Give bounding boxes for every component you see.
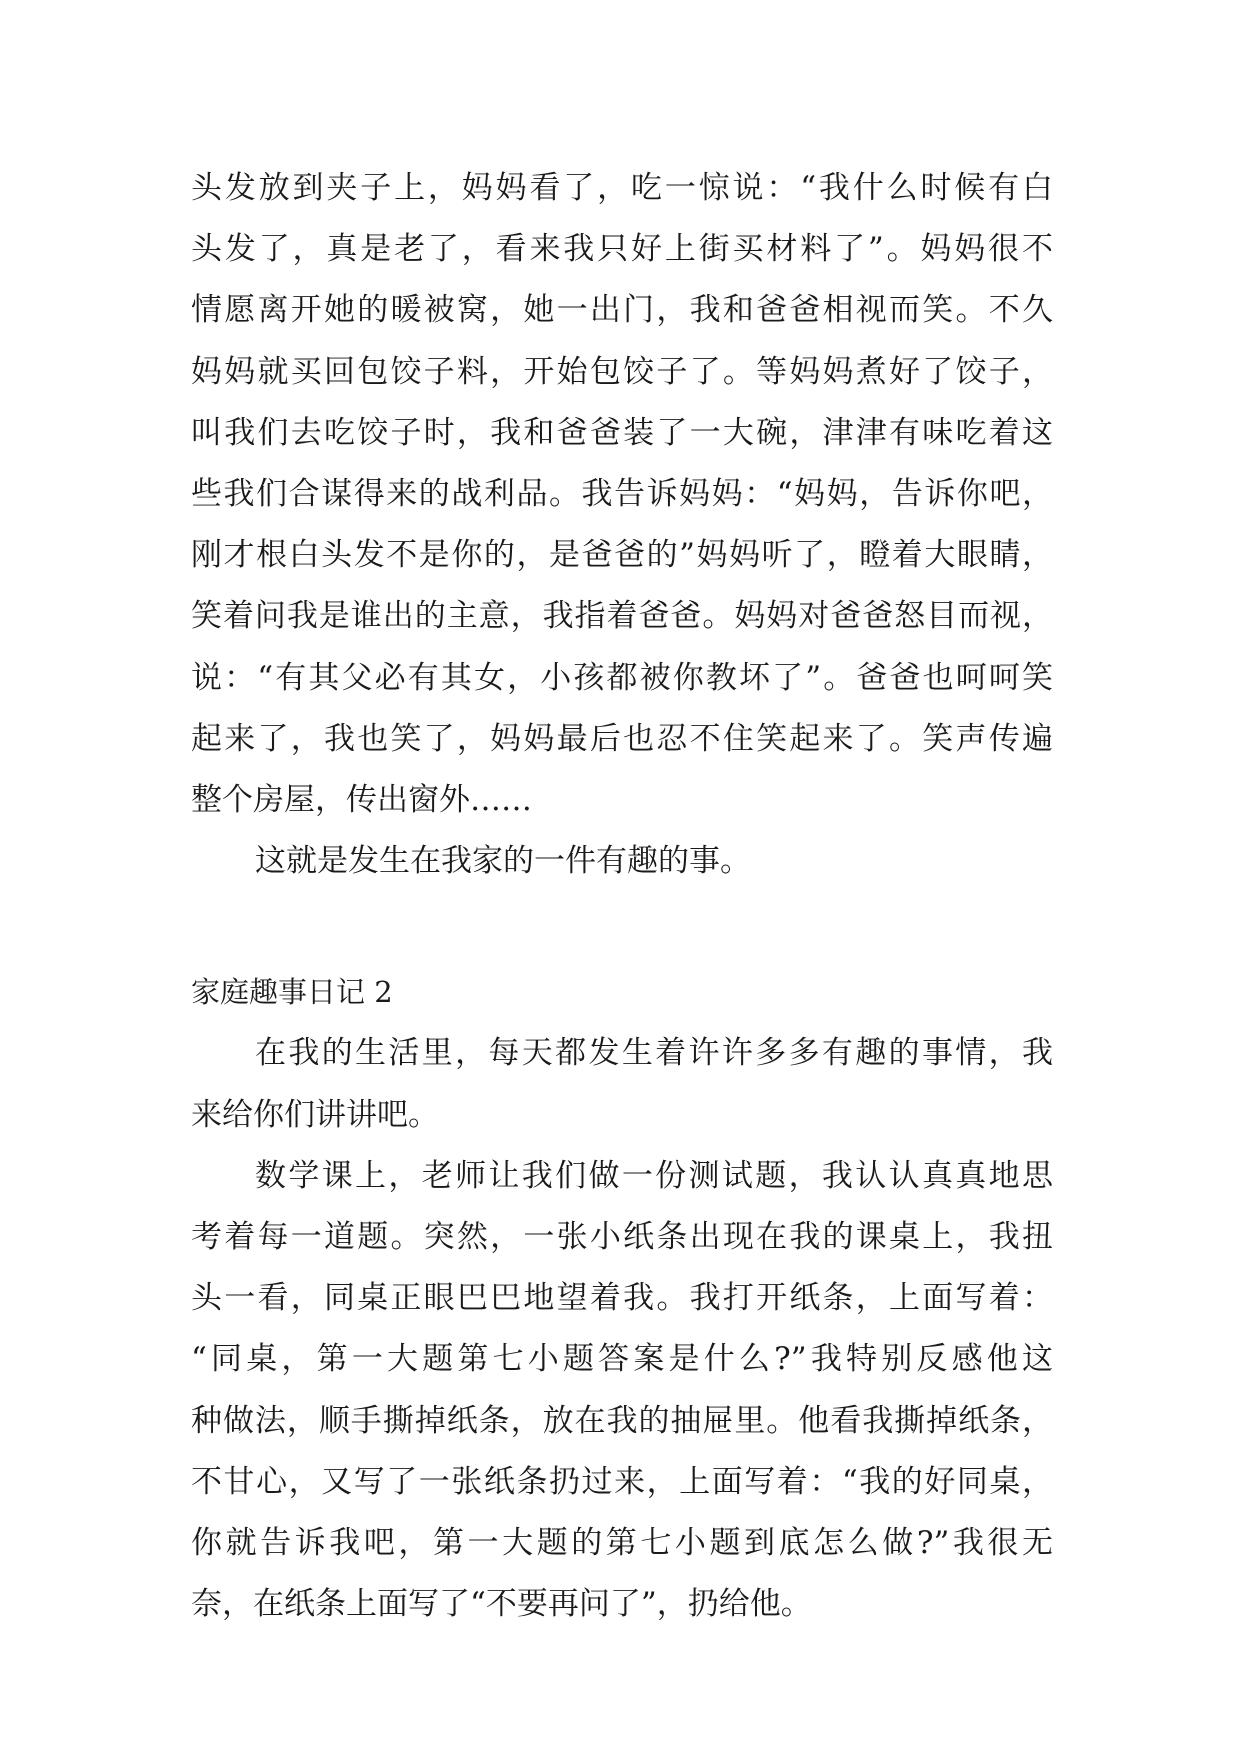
text-line: 刚才根白头发不是你的，是爸爸的”妈妈听了，瞪着大眼睛， — [191, 537, 1053, 574]
text-line: 情愿离开她的暖被窝，她一出门，我和爸爸相视而笑。不久 — [191, 292, 1053, 329]
text-line: 奈，在纸条上面写了“不要再问了”，扔给他。 — [191, 1586, 812, 1623]
text-line: 这就是发生在我家的一件有趣的事。 — [255, 843, 751, 880]
text-line: 在我的生活里，每天都发生着许许多多有趣的事情，我 — [255, 1035, 1053, 1072]
text-line: 来给你们讲讲吧。 — [191, 1096, 439, 1133]
text-line: 种做法，顺手撕掉纸条，放在我的抽屉里。他看我撕掉纸条， — [191, 1402, 1053, 1439]
text-line: 头发了，真是老了，看来我只好上街买材料了”。妈妈很不 — [191, 231, 1053, 268]
text-line: 头一看，同桌正眼巴巴地望着我。我打开纸条，上面写着： — [191, 1280, 1053, 1317]
text-line: 不甘心，又写了一张纸条扔过来，上面写着：“我的好同桌， — [191, 1463, 1053, 1500]
text-line: 整个房屋，传出窗外…… — [191, 781, 532, 818]
text-line: 数学课上，老师让我们做一份测试题，我认认真真地思 — [255, 1157, 1053, 1194]
story-continuation-paragraph — [191, 158, 1053, 831]
text-line: 起来了，我也笑了，妈妈最后也忍不住笑起来了。笑声传遍 — [191, 720, 1053, 757]
section-gap — [191, 892, 1053, 962]
closing-paragraph — [191, 831, 1053, 892]
text-line: 妈妈就买回包饺子料，开始包饺子了。等妈妈煮好了饺子， — [191, 353, 1053, 390]
text-line: “同桌，第一大题第七小题答案是什么?”我特别反感他这 — [191, 1341, 1053, 1378]
text-line: 说：“有其父必有其女，小孩都被你教坏了”。爸爸也呵呵笑 — [191, 659, 1053, 696]
text-line: 叫我们去吃饺子时，我和爸爸装了一大碗，津津有味吃着这 — [191, 414, 1053, 451]
text-line: 考着每一道题。突然，一张小纸条出现在我的课桌上，我扭 — [191, 1219, 1053, 1255]
section-title: 家庭趣事日记 2 — [191, 975, 393, 1010]
math-class-paragraph — [191, 1146, 1053, 1636]
intro-paragraph — [191, 1023, 1053, 1145]
text-line: 笑着问我是谁出的主意，我指着爸爸。妈妈对爸爸怒目而视， — [191, 598, 1053, 635]
text-line: 些我们合谋得来的战利品。我告诉妈妈：“妈妈，告诉你吧， — [191, 475, 1053, 512]
document-body — [191, 158, 1053, 1635]
text-line: 头发放到夹子上，妈妈看了，吃一惊说：“我什么时候有白 — [191, 170, 1053, 206]
text-line: 你就告诉我吧，第一大题的第七小题到底怎么做?”我很无 — [191, 1524, 1053, 1561]
